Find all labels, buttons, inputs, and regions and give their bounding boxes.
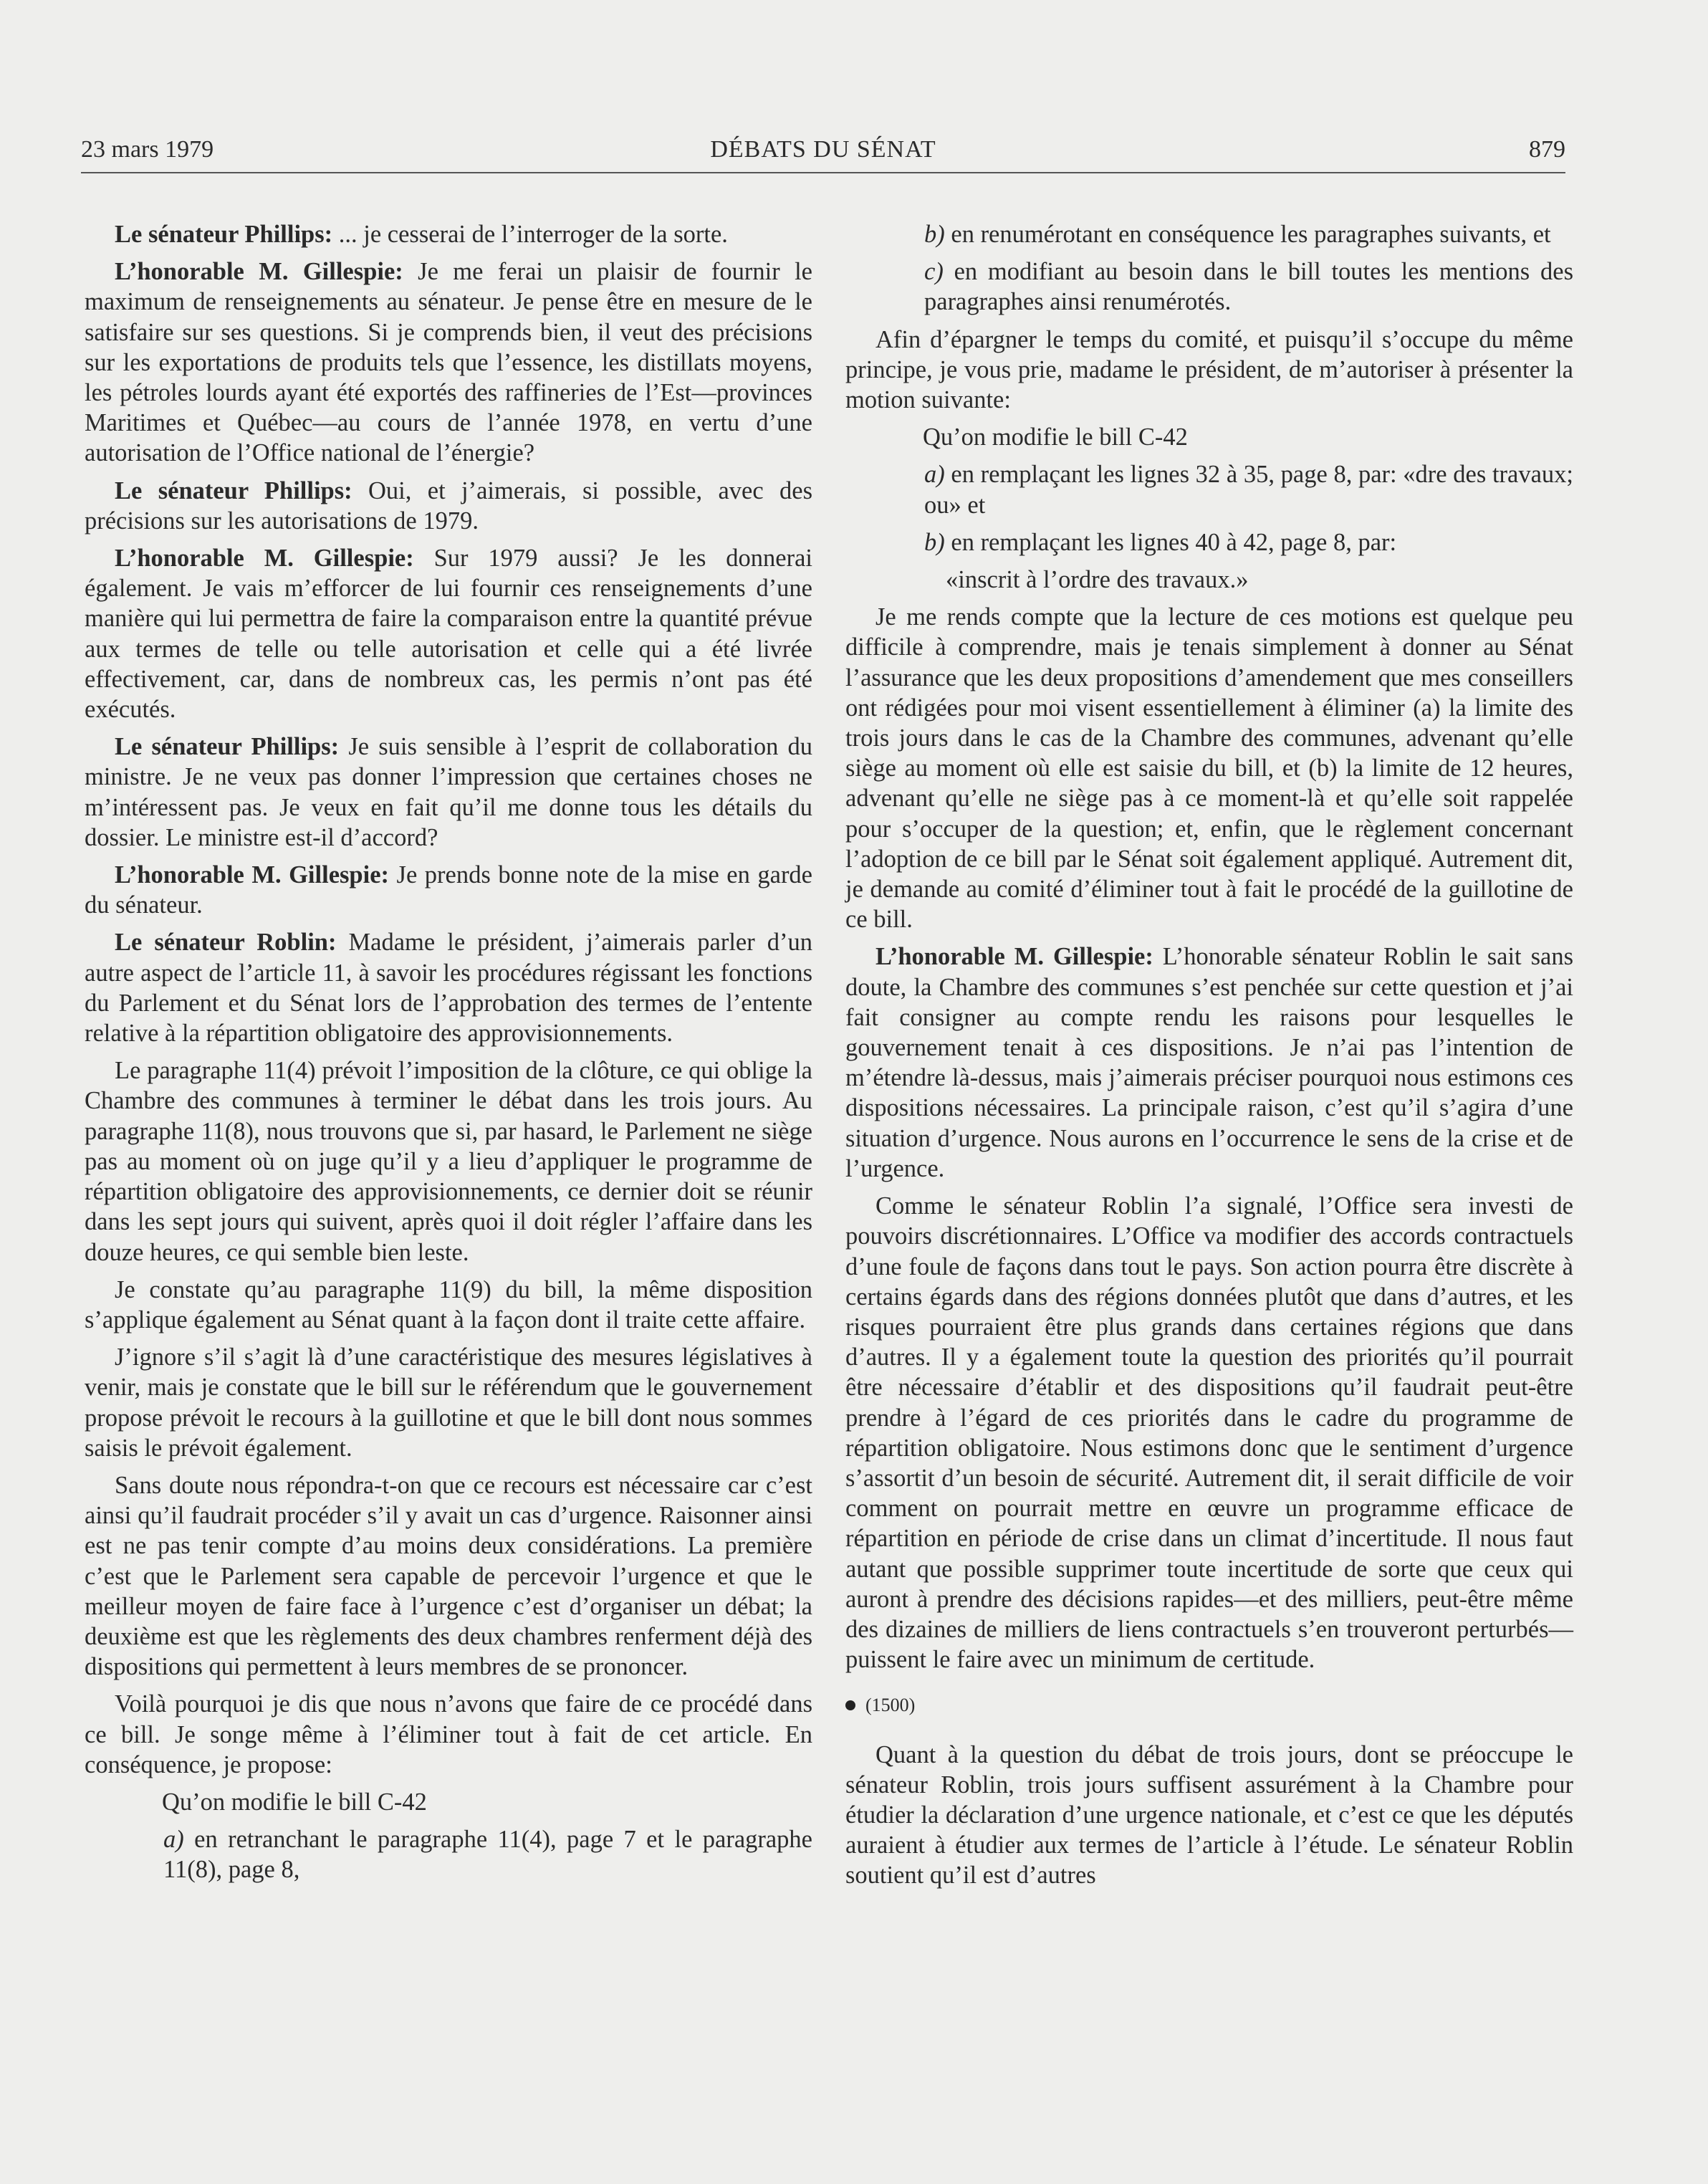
motion-item <box>845 527 1573 557</box>
page-header <box>81 136 1565 173</box>
paragraph <box>85 476 812 536</box>
speech-text: Je me ferai un plaisir de fournir le maximum de renseignements au sénateur. Je pense être en mesure de le satisfaire sur ses questions. Si je comprends bien, il veut des précisions sur les exportations de produits tels que l’essence, les distillats moyens, les pétroles lourds ayant été exportés des raffineries de l’Est—provinces Maritimes et Québec—au cours de l’année 1978, en vertu d’une autorisation de l’Office national de l’énergie? <box>85 258 812 467</box>
motion-item <box>845 459 1573 519</box>
time-marker-label: (1500) <box>865 1695 916 1716</box>
paragraph <box>85 927 812 1048</box>
speech-text: ... je cesserai de l’interroger de la sorte. <box>332 221 728 248</box>
item-letter: a) <box>163 1826 184 1854</box>
item-letter: c) <box>924 258 944 286</box>
speech-text: Madame le président, j’aimerais parler d’un autre aspect de l’article 11, à savoir les procédures régissant les fonctions du Parlement et du Sénat lors de l’approbation des termes de l’entente relative à la répartition obligatoire des approvisionnements. <box>85 929 812 1048</box>
item-letter: b) <box>924 528 945 556</box>
speaker-name: L’honorable M. Gillespie: <box>875 943 1153 971</box>
right-column <box>845 219 1573 1898</box>
paragraph: J’ignore s’il s’agit là d’une caractéristique des mesures législatives à venir, mais je constate que le bill sur le référendum que le gouvernement propose prévoit le recours à la guillotine et que le bill dont nous sommes saisis le prévoit également. <box>85 1344 812 1462</box>
speaker-name: L’honorable M. Gillespie: <box>115 545 414 573</box>
speaker-name: Le sénateur Roblin: <box>115 929 337 957</box>
paragraph <box>85 257 812 468</box>
item-text: en remplaçant les lignes 40 à 42, page 8, par: <box>944 528 1397 556</box>
motion-heading: Qu’on modifie le bill C-42 <box>162 1788 427 1816</box>
paragraph: Je me rends compte que la lecture de ces motions est quelque peu difficile à comprendre, mais je tenais simplement à donner au Sénat l’assurance que les deux propositions d’amendement que mes conseillers ont rédigées pour moi visent essentiellement à éliminer (a) la limite des trois jours dans le cas de la Chambre des communes, advenant qu’elle siège au moment où elle est saisie du bill, et (b) la limite de 12 heures, advenant qu’elle ne siège pas à ce moment-là et qu’elle soit rappelée pour s’occuper de la question; et, enfin, que le règlement concernant l’adoption de ce bill par le Sénat soit également appliqué. Autrement dit, je demande au comité d’éliminer tout à fait le procédé de la guillotine de ce bill. <box>845 603 1573 934</box>
item-text: en modifiant au besoin dans le bill toutes les mentions des paragraphes ainsi renumérotés. <box>924 258 1573 316</box>
speech-text: Sur 1979 aussi? Je les donnerai également. Je vais m’efforcer de lui fournir ces renseignements d’une manière qui lui permettra de faire la comparaison entre la quantité prévue aux termes de telle ou telle autorisation et celle qui a été livrée effectivement, car, dans de nombreux cas, les permis n’ont pas été exécutés. <box>85 545 812 724</box>
paragraph <box>85 219 812 249</box>
speaker-name: Le sénateur Phillips: <box>115 476 352 504</box>
speech-text: L’honorable sénateur Roblin le sait sans doute, la Chambre des communes s’est penchée sur cette question et j’ai fait consigner au compte rendu les raisons pour lesquelles le gouvernement tenait à ces dispositions. Je n’ai pas l’intention de m’étendre là-dessus, mais j’aimerais préciser pourquoi nous estimons ces dispositions nécessaires. La principale raison, c’est qu’il s’agira d’une situation d’urgence. Nous aurons en l’occurrence le sens de la crise et de l’urgence. <box>845 943 1574 1182</box>
paragraph: Comme le sénateur Roblin l’a signalé, l’Office sera investi de pouvoirs discrétionnaires. L’Office va modifier des accords contractuels d’une foule de façons dans tout le pays. Son action pourra être discrète à certains égards dans des régions données plutôt que dans d’autres, et les risques pourraient être plus grands dans certaines régions que dans d’autres. Il y a également toute la question des priorités qu’il pourrait être nécessaire d’établir et des dispositions qu’il faudrait peut-être prendre à l’égard de ces priorités dans le cadre du programme de répartition obligatoire. Nous estimons donc que le sentiment d’urgence s’assortit d’un besoin de sécurité. Autrement dit, il serait difficile de voir comment on pourrait mettre en œuvre un programme efficace de répartition en période de crise dans un climat d’incertitude. Il nous faut autant que possible supprimer toute incertitude de sorte que ceux qui auront à prendre des décisions rapides—et des milliers, peut-être même des dizaines de milliers de liens contractuels s’en trouveront perturbés—puissent le faire avec un minimum de certitude. <box>845 1192 1573 1674</box>
bullet-icon <box>845 1700 855 1710</box>
header-date: 23 mars 1979 <box>81 136 214 163</box>
paragraph <box>85 860 812 920</box>
motion-item <box>845 257 1573 317</box>
left-column <box>85 219 812 1892</box>
motion-item <box>845 219 1573 249</box>
paragraph: Voilà pourquoi je dis que nous n’avons que faire de ce procédé dans ce bill. Je songe même à l’éliminer tout à fait de cet article. En conséquence, je propose: <box>85 1690 812 1778</box>
speech-text: Je suis sensible à l’esprit de collaboration du ministre. Je ne veux pas donner l’impression que certaines choses ne m’intéressent pas. Je veux en fait qu’il me donne tous les détails du dossier. Le ministre est-il d’accord? <box>85 733 812 851</box>
speaker-name: Le sénateur Phillips: <box>115 221 333 248</box>
item-text: en remplaçant les lignes 32 à 35, page 8, par: «dre des travaux; ou» et <box>924 461 1573 519</box>
paragraph: Sans doute nous répondra-t-on que ce recours est nécessaire car c’est ainsi qu’il faudrait procéder s’il y avait un cas d’urgence. Raisonner ainsi est ne pas tenir compte d’au moins deux considérations. La première c’est que le Parlement sera capable de percevoir l’urgence et que le meilleur moyen de faire face à l’urgence c’est d’organiser un débat; la deuxième est que les règlements des deux chambres renferment déjà des dispositions qui permettent à leurs membres de se prononcer. <box>85 1471 812 1681</box>
motion-item <box>85 1824 812 1884</box>
speaker-name: Le sénateur Phillips: <box>115 733 340 761</box>
paragraph: Afin d’épargner le temps du comité, et puisqu’il s’occupe du même principe, je vous prie, madame le président, de m’autoriser à présenter la motion suivante: <box>845 325 1573 414</box>
speaker-name: L’honorable M. Gillespie: <box>115 258 403 286</box>
paragraph <box>85 732 812 853</box>
motion-heading: Qu’on modifie le bill C-42 <box>923 423 1188 451</box>
speech-text: Oui, et j’aimerais, si possible, avec des précisions sur les autorisations de 1979. <box>85 476 812 535</box>
item-text: en renumérotant en conséquence les paragraphes suivants, et <box>944 221 1551 248</box>
item-letter: b) <box>924 221 945 248</box>
header-page-number: 879 <box>1529 136 1565 163</box>
motion-quote: «inscrit à l’ordre des travaux.» <box>946 566 1249 594</box>
header-title: DÉBATS DU SÉNAT <box>710 136 936 163</box>
paragraph <box>85 543 812 724</box>
paragraph: Je constate qu’au paragraphe 11(9) du bill, la même disposition s’applique également au Sénat quant à la façon dont il traite cette affaire. <box>85 1275 812 1333</box>
item-text: en retranchant le paragraphe 11(4), page 7 et le paragraphe 11(8), page 8, <box>163 1826 812 1884</box>
paragraph: Le paragraphe 11(4) prévoit l’imposition de la clôture, ce qui oblige la Chambre des communes à terminer le débat dans les trois jours. Au paragraphe 11(8), nous trouvons que si, par hasard, le Parlement ne siège pas au moment où on juge qu’il y a lieu d’appliquer le programme de répartition obligatoire des approvisionnements, ce dernier doit se réunir dans les sept jours qui suivent, après quoi il doit régler l’affaire dans les douze heures, ce qui semble bien leste. <box>85 1057 812 1266</box>
speaker-name: L’honorable M. Gillespie: <box>115 861 390 889</box>
paragraph <box>845 942 1573 1184</box>
time-marker <box>845 1690 1573 1720</box>
speech-text: Je prends bonne note de la mise en garde du sénateur. <box>85 861 812 919</box>
item-letter: a) <box>924 461 945 489</box>
paragraph: Quant à la question du débat de trois jours, dont se préoccupe le sénateur Roblin, trois jours suffisent assurément à la Chambre pour étudier la déclaration d’une urgence nationale, et c’est ce que les députés auraient à étudier aux termes de l’article à l’étude. Le sénateur Roblin soutient qu’il est d’autres <box>845 1740 1573 1890</box>
